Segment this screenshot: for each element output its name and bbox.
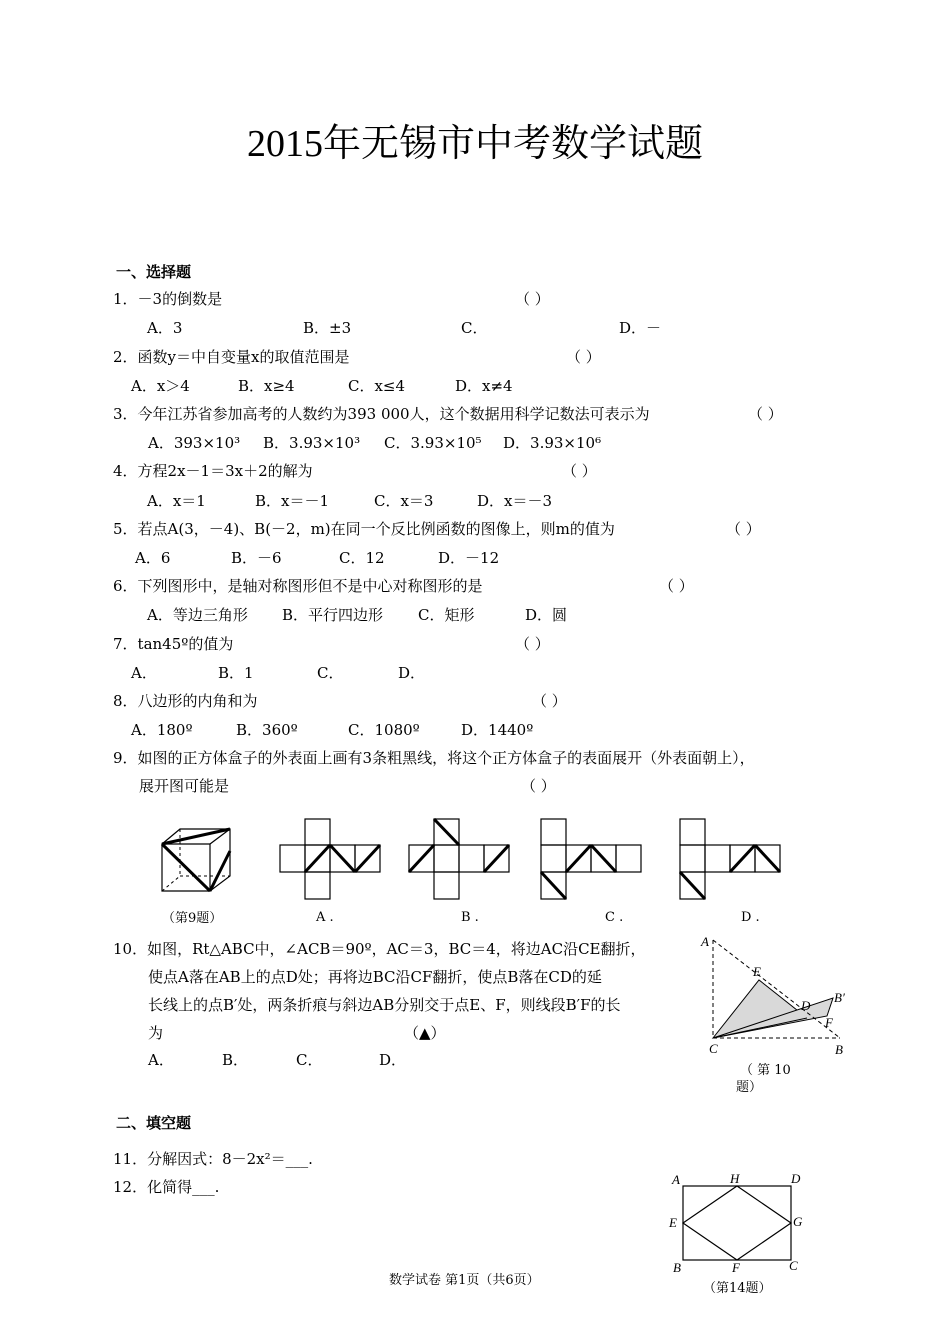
q7-option-c: C． <box>317 664 344 682</box>
q6-paren: （ ） <box>659 577 694 595</box>
q2-option-c: C．x≤4 <box>348 377 406 395</box>
q10-caption-line1: （ 第 10 <box>740 1063 791 1078</box>
q10-label-e: E <box>753 964 761 979</box>
q2-option-b: B．x≥4 <box>238 377 295 395</box>
q7-option-a: A． <box>131 664 157 682</box>
q1-option-d: D．－ <box>619 319 662 337</box>
q14-label-h: H <box>730 1171 740 1186</box>
q3-paren: （ ） <box>748 405 783 423</box>
q9-option-a-label: A . <box>316 910 334 925</box>
q9-cube-figure <box>155 826 240 896</box>
q3-option-d: D．3.93×10⁶ <box>503 434 602 452</box>
q7-option-b: B．1 <box>218 664 254 682</box>
q10-line1: 10．如图，Rt△ABC中，∠ACB＝90º，AC＝3，BC＝4，将边AC沿CE翻折， <box>113 940 646 958</box>
q14-rectangle-figure <box>664 1168 809 1276</box>
q4-option-a: A．x＝1 <box>147 492 206 510</box>
q3-option-b: B．3.93×10³ <box>263 434 361 452</box>
q8-paren: （ ） <box>532 692 567 710</box>
q4-option-b: B．x＝－1 <box>255 492 330 510</box>
q5-option-d: D．－12 <box>438 549 500 567</box>
q6-stem: 6．下列图形中，是轴对称图形但不是中心对称图形的是 <box>113 577 483 595</box>
q10-option-a: A． <box>148 1051 174 1069</box>
q10-triangle-figure <box>697 932 852 1062</box>
q10-label-d: D <box>801 998 811 1013</box>
q14-label-c: C <box>789 1258 798 1273</box>
q9-stem-line2: 展开图可能是 <box>139 777 230 795</box>
q7-paren: （ ） <box>515 635 550 653</box>
q3-option-c: C．3.93×10⁵ <box>384 434 482 452</box>
q9-figure-caption: （第9题） <box>162 911 223 926</box>
q14-label-e: E <box>669 1215 677 1230</box>
q10-label-a: A <box>701 934 709 949</box>
q5-paren: （ ） <box>726 520 761 538</box>
q6-option-c: C．矩形 <box>418 606 475 624</box>
q4-option-c: C．x＝3 <box>374 492 434 510</box>
q14-label-a: A <box>672 1172 680 1187</box>
q6-option-d: D．圆 <box>525 606 568 624</box>
q5-option-a: A．6 <box>135 549 171 567</box>
q10-option-c: C． <box>296 1051 323 1069</box>
q9-net-b <box>408 818 512 900</box>
q8-option-d: D．1440º <box>461 721 534 739</box>
q10-paren: （▲） <box>404 1024 446 1042</box>
page-title: 2015年无锡市中考数学试题 <box>246 123 703 165</box>
q5-stem: 5．若点A(3，－4)、B(－2，m)在同一个反比例函数的图像上，则m的值为 <box>113 520 615 538</box>
q10-label-c: C <box>709 1041 718 1056</box>
q2-option-d: D．x≠4 <box>455 377 513 395</box>
q9-net-d <box>679 818 783 900</box>
q8-option-c: C．1080º <box>348 721 420 739</box>
q11-stem: 11．分解因式：8－2x²＝___. <box>113 1150 313 1168</box>
q9-option-d-label: D . <box>741 910 760 925</box>
q10-label-f: F <box>825 1015 833 1030</box>
q14-label-g: G <box>793 1214 803 1229</box>
q8-option-a: A．180º <box>131 721 193 739</box>
q4-option-d: D．x＝－3 <box>477 492 553 510</box>
q8-option-b: B．360º <box>236 721 298 739</box>
q14-label-d: D <box>791 1171 801 1186</box>
q7-stem: 7．tan45º的值为 <box>113 635 234 653</box>
q2-paren: （ ） <box>566 348 601 366</box>
q1-option-b: B．±3 <box>303 319 352 337</box>
q10-label-b-prime: B′ <box>834 990 845 1005</box>
q6-option-a: A．等边三角形 <box>147 606 248 624</box>
q9-option-b-label: B . <box>461 910 479 925</box>
q4-paren: （ ） <box>562 462 597 480</box>
section-fill-heading: 二、填空题 <box>116 1114 192 1132</box>
q3-option-a: A．393×10³ <box>148 434 241 452</box>
section-choice-heading: 一、选择题 <box>116 263 192 281</box>
q10-line2: 使点A落在AB上的点D处；再将边BC沿CF翻折，使点B落在CD的延 <box>148 968 602 986</box>
q14-label-b: B <box>673 1260 681 1275</box>
q7-option-d: D． <box>398 664 426 682</box>
q2-stem: 2．函数y＝中自变量x的取值范围是 <box>113 348 350 366</box>
q5-option-b: B．－6 <box>231 549 282 567</box>
q12-stem: 12．化简得___. <box>113 1178 220 1196</box>
q10-caption-line2: 题） <box>736 1080 763 1095</box>
q1-option-c: C． <box>461 319 488 337</box>
q1-option-a: A．3 <box>147 319 183 337</box>
page-footer: 数学试卷 第1页（共6页） <box>389 1273 540 1288</box>
q10-option-d: D． <box>379 1051 407 1069</box>
q9-stem-line1: 9．如图的正方体盒子的外表面上画有3条粗黑线，将这个正方体盒子的表面展开（外表面朝上）， <box>113 749 755 767</box>
q9-net-a <box>279 818 383 900</box>
q10-option-b: B． <box>222 1051 249 1069</box>
q8-stem: 8．八边形的内角和为 <box>113 692 258 710</box>
q9-option-c-label: C . <box>605 910 624 925</box>
q6-option-b: B．平行四边形 <box>282 606 384 624</box>
q14-label-f: F <box>732 1260 740 1275</box>
q2-option-a: A．x＞4 <box>131 377 190 395</box>
q9-net-c <box>540 818 644 900</box>
q10-line3: 长线上的点B′处，两条折痕与斜边AB分别交于点E、F，则线段B′F的长 <box>148 996 621 1014</box>
q5-option-c: C．12 <box>339 549 385 567</box>
q14-figure-caption: （第14题） <box>703 1281 772 1296</box>
q1-stem: 1．－3的倒数是 <box>113 290 223 308</box>
q3-stem: 3．今年江苏省参加高考的人数约为393 000人，这个数据用科学记数法可表示为 <box>113 405 650 423</box>
q10-line4: 为 <box>148 1024 164 1042</box>
q10-label-b: B <box>835 1042 843 1057</box>
q9-paren: （ ） <box>521 777 556 795</box>
q4-stem: 4．方程2x－1＝3x＋2的解为 <box>113 462 313 480</box>
q1-paren: （ ） <box>515 290 550 308</box>
